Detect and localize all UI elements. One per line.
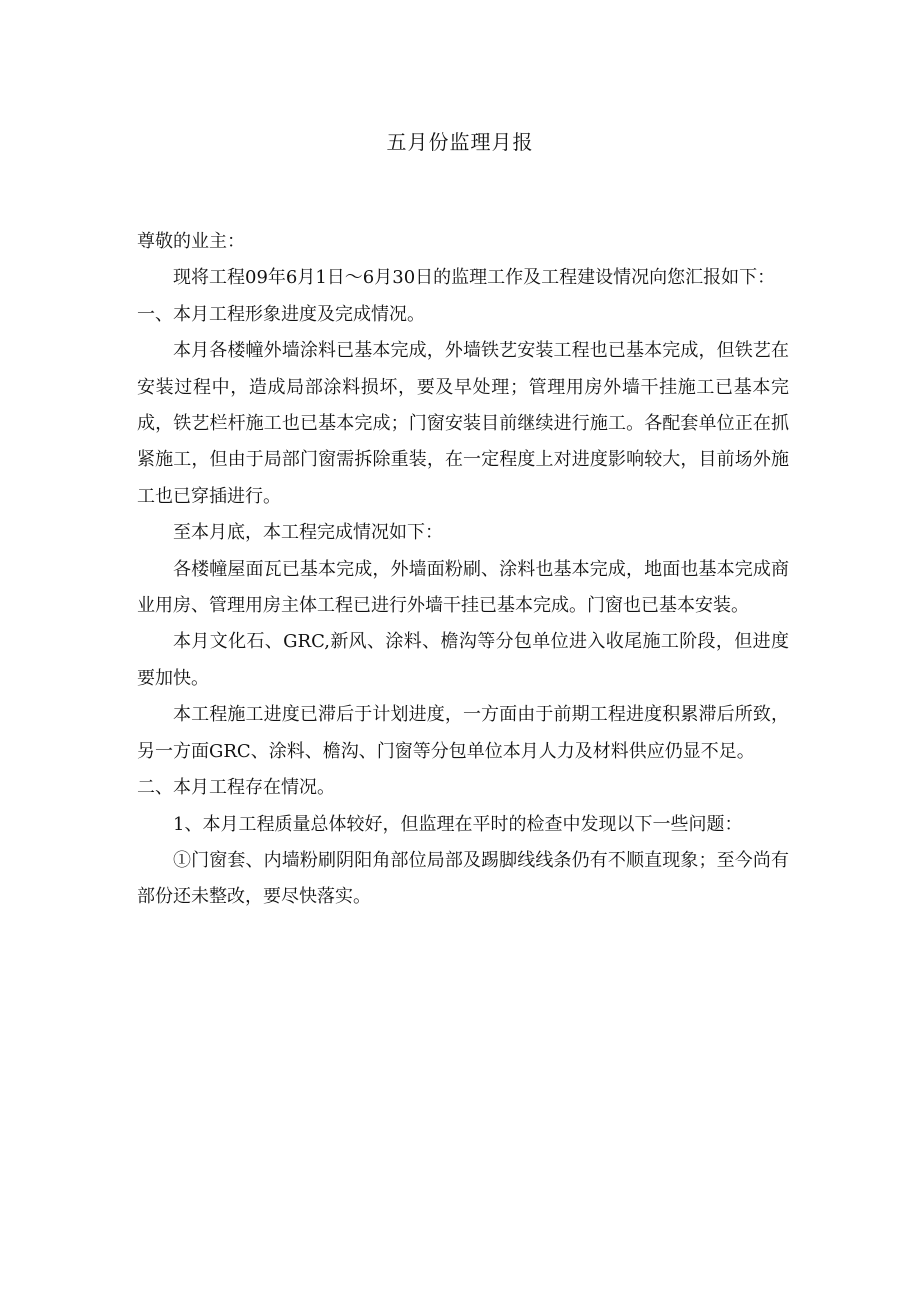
section-heading-1: 一、本月工程形象进度及完成情况。 (137, 303, 425, 325)
month-end-lead: 至本月底，本工程完成情况如下： (173, 522, 443, 544)
salutation: 尊敬的业主： (137, 231, 245, 252)
document-body (137, 224, 789, 916)
subcontractor-paragraph: 本月文化石、GRC,新风、涂料、檐沟等分包单位进入收尾施工阶段，但进度要加快。 (137, 631, 789, 689)
progress-paragraph: 本月各楼幢外墙涂料已基本完成，外墙铁艺安装工程也已基本完成，但铁艺在安装过程中，造成局部涂料损坏，要及早处理；管理用房外墙干挂施工已基本完成，铁艺栏杆施工也已基本完成；门窗安装目前继续进行施工。各配套单位正在抓紧施工，但由于局部门窗需拆除重装，在一定程度上对进度影响较大，目前场外施工也已穿插进行。 (137, 340, 789, 507)
issue-item-1: ①门窗套、内墙粉刷阴阳角部位局部及踢脚线线条仍有不顺直现象；至今尚有部份还未整改，要尽快落实。 (137, 849, 789, 908)
document-title: 五月份监理月报 (386, 130, 534, 154)
delay-paragraph: 本工程施工进度已滞后于计划进度，一方面由于前期工程进度积累滞后所致，另一方面GRC、涂料、檐沟、门窗等分包单位本月人力及材料供应仍显不足。 (137, 704, 789, 762)
quality-paragraph: 1、本月工程质量总体较好，但监理在平时的检查中发现以下一些问题： (173, 813, 743, 835)
completion-paragraph: 各楼幢屋面瓦已基本完成，外墙面粉刷、涂料也基本完成，地面也基本完成商业用房、管理用房主体工程已进行外墙干挂已基本完成。门窗也已基本安装。 (137, 558, 789, 617)
intro-paragraph: 现将工程09年6月1日～6月30日的监理工作及工程建设情况向您汇报如下： (173, 267, 776, 289)
section-heading-2: 二、本月工程存在情况。 (137, 777, 335, 799)
